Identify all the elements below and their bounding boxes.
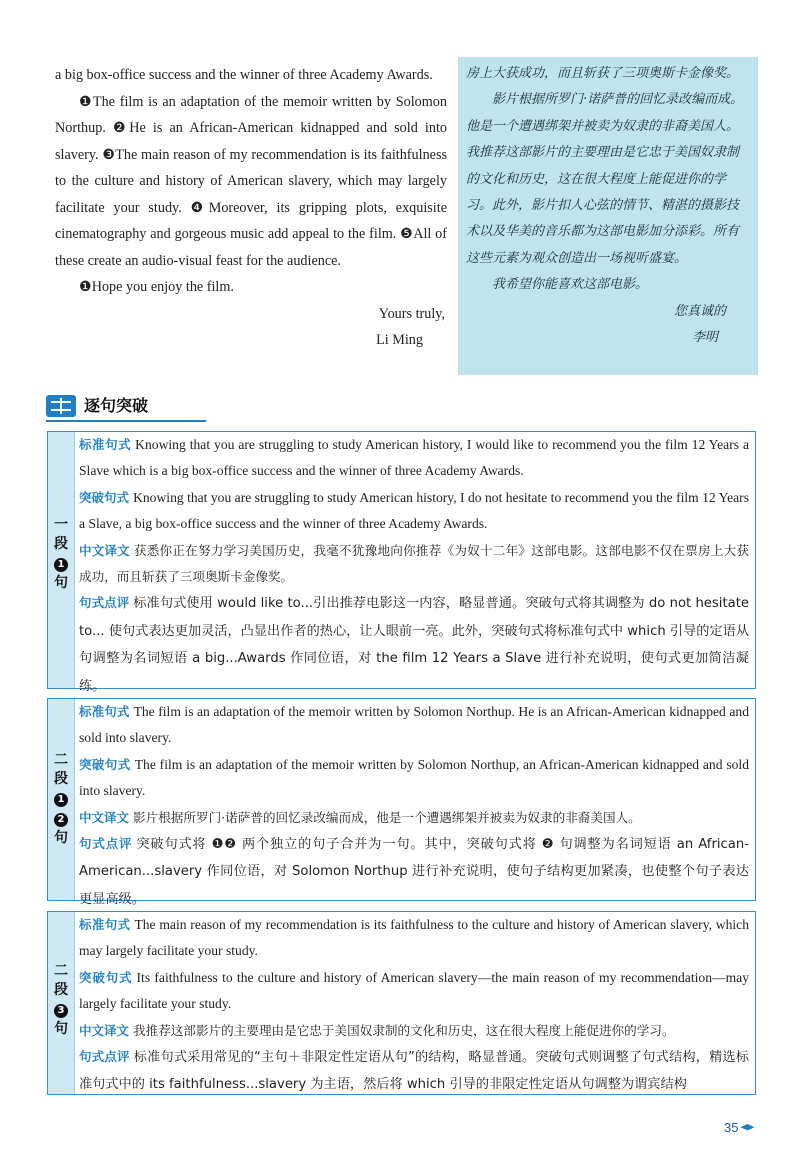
block-side-label: 一 段 1 句	[54, 517, 68, 591]
breakthrough-sentence: 突破句式 The film is an adaptation of the memoir written by Solomon Northup, an African-American kidnapped and sold into slavery.	[79, 756, 749, 799]
chinese-sign-off: 您真诚的	[673, 303, 726, 319]
section-title: 逐句突破	[84, 396, 149, 415]
analysis-block-3	[47, 911, 756, 1095]
block-side-label: 二 段 1 2 句	[54, 752, 68, 846]
english-letter	[55, 62, 447, 354]
standard-sentence: 标准句式 Knowing that you are struggling to study American history, I would like to recommend you the film 12 Years a Slave which is a big box-office success and the winner of three Academy Awards.	[79, 437, 749, 479]
chinese-paragraph-3: 我希望你能喜欢这部电影。	[492, 277, 649, 293]
block-side-label: 二 段 3 句	[54, 963, 68, 1037]
standard-sentence: 标准句式 The film is an adaptation of the memoir written by Solomon Northup. He is an African-American kidnapped and sold into slavery.	[79, 704, 749, 746]
breakthrough-sentence: 突破句式 Knowing that you are struggling to study American history, I do not hesitate to recommend you the film 12 Years a Slave, a big box-office success and the winner of three Academy Awards.	[79, 489, 749, 532]
chinese-paragraph-2: 影片根据所罗门·诺萨普的回忆录改编而成。他是一个遭遇绑架并被卖为奴隶的非裔美国人。我推荐这部影片的主要理由是它忠于美国奴隶制的文化和历史，这在很大程度上能促进你的学习。此外，影片扣人心弦的情节、精湛的摄影技术以及华美的音乐都为这部电影加分添彩。所有这些元素为观众创造出一场视听盛宴。	[466, 92, 744, 266]
sentence-comment: 句式点评 标准句式采用常见的“主句＋非限定性定语从句”的结构，略显普通。突破句式则调整了句式结构，精选标准句式中的 its faithfulness...slavery 为主语，然后将 which 引导的非限定性定语从句调整为谓宾结构	[79, 1049, 749, 1093]
breakthrough-sentence: 突破句式 Its faithfulness to the culture and history of American slavery—the main reason of my recommendation—may largely facilitate your study.	[79, 969, 749, 1012]
chinese-translation: 中文译文 获悉你正在努力学习美国历史，我毫不犹豫地向你推荐《为奴十二年》这部电影。这部电影不仅在票房上大获成功，而且斩获了三项奥斯卡金像奖。	[79, 542, 749, 585]
letter-body: ❶The film is an adaptation of the memoir written by Solomon Northup. ❷He is an African-American kidnapped and sold into slavery. ❸The main reason of my recommendation is its faithfulness to the culture and history of American slavery, which may largely facilitate your study. ❹Moreover, its gripping plots, exquisite cinematography and gorgeous music add appeal to the film. ❺All of these create an audio-visual feast for the audience.	[55, 93, 447, 269]
letter-signature: Li Ming	[376, 332, 423, 348]
sentence-comment: 句式点评 标准句式使用 would like to...引出推荐电影这一内容，略显普通。突破句式将其调整为 do not hesitate to... 使句式表达更加灵活，凸显出作者的热心，让人眼前一亮。此外，突破句式将标准句式中 which 引导的定语从句调整为名词短语 a big...Awards 作同位语，对 the film 12 Years a Slave 进行补充说明，使句式更加简洁凝练。	[79, 595, 750, 694]
analysis-block-1	[47, 431, 756, 694]
chinese-translation: 中文译文 影片根据所罗门·诺萨普的回忆录改编而成，他是一个遭遇绑架并被卖为奴隶的非裔美国人。	[79, 809, 641, 825]
section-heading	[46, 393, 216, 419]
standard-sentence: 标准句式 The main reason of my recommendation is its faithfulness to the culture and history of American slavery, which may largely facilitate your study.	[79, 917, 749, 959]
chinese-translation: 中文译文 我推荐这部影片的主要理由是它忠于美国奴隶制的文化和历史，这在很大程度上能促进你的学习。	[79, 1022, 675, 1038]
book-icon	[46, 395, 76, 417]
page-number: 35	[724, 1120, 754, 1135]
section-underline	[46, 420, 206, 422]
chinese-signature: 李明	[691, 330, 718, 346]
analysis-block-2	[47, 698, 756, 907]
chinese-line-1: 房上大获成功，而且斩获了三项奥斯卡金像奖。	[466, 66, 740, 81]
chinese-letter-box	[458, 57, 758, 375]
sentence-comment: 句式点评 突破句式将 ❶❷ 两个独立的句子合并为一句。其中，突破句式将 ❷ 句调整为名词短语 an African-American...slavery 作同位语，对 Solomon Northup 进行补充说明，使句子结构更加紧凑，也使整个句子表达更显高级。	[79, 836, 749, 907]
letter-sign-off: Yours truly,	[378, 305, 445, 322]
graduation-cap-icon	[740, 1124, 754, 1132]
letter-intro-tail: a big box-office success and the winner of three Academy Awards.	[55, 67, 433, 83]
letter-closing-line: ❶Hope you enjoy the film.	[79, 279, 234, 295]
